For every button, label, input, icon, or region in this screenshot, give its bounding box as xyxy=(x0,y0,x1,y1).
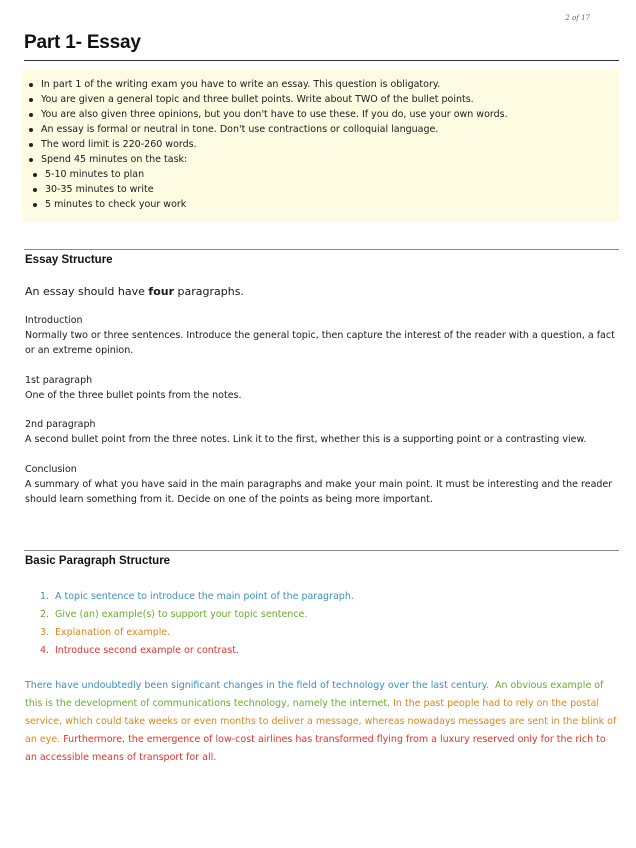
paragraph-step: 2. Give (an) example(s) to support your topic sentence. xyxy=(40,609,308,620)
example-supporting-sentence: An obvious example of this is the development of communications technology, namely the internet. xyxy=(25,680,604,709)
section-label: Introduction xyxy=(25,315,83,326)
title-divider xyxy=(24,60,619,61)
section-text: Normally two or three sentences. Introduce the general topic, then capture the interest of the reader with a question, a fact or an extreme opinion. xyxy=(25,330,615,356)
example-second-example-sentence: Furthermore, the emergence of low-cost airlines has transformed flying from a luxury reserved only for the rich to an accessible means of transport for all. xyxy=(25,734,606,763)
time-breakdown-list xyxy=(28,167,613,212)
time-bullet: 5-10 minutes to plan xyxy=(32,167,613,182)
section-text: A second bullet point from the three notes. Link it to the first, whether this is a supporting point or a contrasting view. xyxy=(25,434,587,445)
intro-bullet: You are also given three opinions, but you don't have to use these. If you do, use your own words. xyxy=(28,107,613,122)
essay-structure-heading: Essay Structure xyxy=(25,254,113,266)
paragraph-step: 4. Introduce second example or contrast. xyxy=(40,645,239,656)
intro-bullet: Spend 45 minutes on the task: xyxy=(28,152,613,167)
intro-bullet-list xyxy=(28,77,613,167)
example-topic-sentence: There have undoubtedly been significant changes in the field of technology over the last century. xyxy=(25,680,489,691)
paragraph-steps-list xyxy=(40,588,354,660)
intro-bullet: An essay is formal or neutral in tone. Don't use contractions or colloquial language. xyxy=(28,122,613,137)
example-paragraph xyxy=(25,677,617,767)
section-text: One of the three bullet points from the notes. xyxy=(25,390,242,401)
section-divider xyxy=(24,249,619,250)
section-label: Conclusion xyxy=(25,464,77,475)
intro-bullet: The word limit is 220-260 words. xyxy=(28,137,613,152)
intro-bullet: You are given a general topic and three bullet points. Write about TWO of the bullet points. xyxy=(28,92,613,107)
paragraph-structure-heading: Basic Paragraph Structure xyxy=(25,555,171,567)
intro-highlight-box xyxy=(22,70,619,222)
section-label: 2nd paragraph xyxy=(25,419,96,430)
page-title: Part 1- Essay xyxy=(24,32,141,53)
intro-bullet: In part 1 of the writing exam you have to write an essay. This question is obligatory. xyxy=(28,77,613,92)
four-paragraphs-note: An essay should have four paragraphs. xyxy=(25,285,244,298)
section-text: A summary of what you have said in the main paragraphs and make your main point. It must be interesting and the reader should learn something from it. Decide on one of the points as being more important. xyxy=(25,479,613,505)
time-bullet: 30-35 minutes to write xyxy=(32,182,613,197)
paragraph-step: 3. Explanation of example. xyxy=(40,627,171,638)
section-divider xyxy=(24,550,619,551)
time-bullet: 5 minutes to check your work xyxy=(32,197,613,212)
page-number: 2 of 17 xyxy=(565,14,590,22)
paragraph-step: 1. A topic sentence to introduce the main point of the paragraph. xyxy=(40,591,354,602)
example-explanation-sentence: In the past people had to rely on the postal service, which could take weeks or even months to deliver a message, whereas nowadays messages are sent in the blink of an eye. xyxy=(25,698,617,745)
emphasis-four: four xyxy=(148,285,175,298)
section-label: 1st paragraph xyxy=(25,375,93,386)
